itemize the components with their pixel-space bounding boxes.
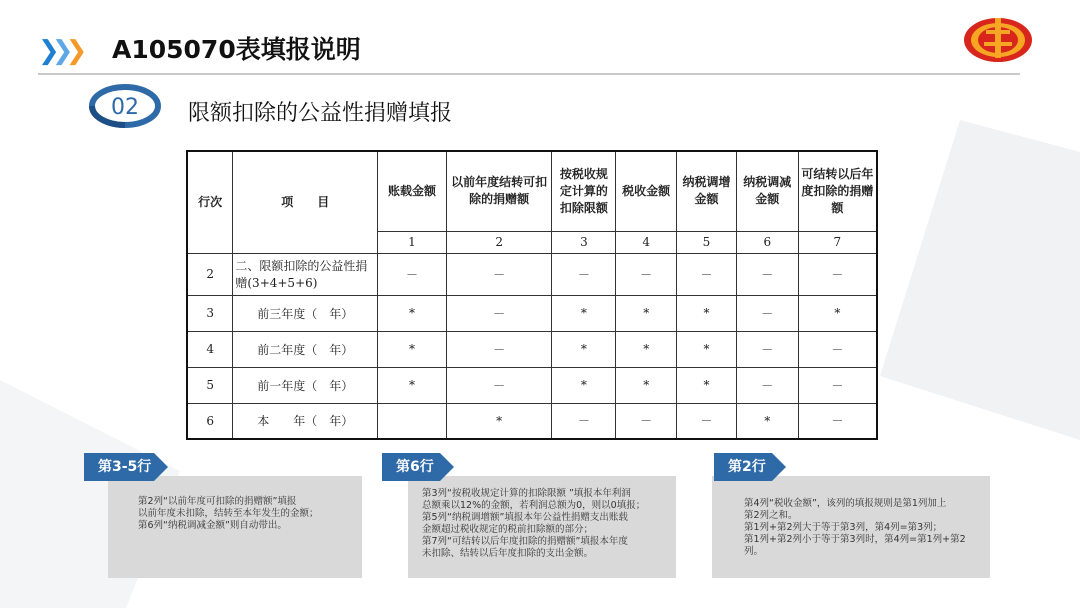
background-shape bbox=[880, 120, 1080, 440]
table-cell: － bbox=[798, 403, 877, 439]
table-cell: － bbox=[677, 403, 737, 439]
table-cell: * bbox=[552, 331, 616, 367]
col-number: 7 bbox=[798, 231, 877, 253]
note-text: 第4列“税收金额”，该列的填报规则是第1列加上 第2列之和。 第1列+第2列大于等于第3列，第4列=第3列； 第1列+第2列小于等于第3列时，第4列=第1列+第2 列。 bbox=[744, 498, 966, 557]
table-cell: － bbox=[616, 253, 677, 295]
table-cell: * bbox=[378, 367, 447, 403]
col-header: 税收金额 bbox=[616, 151, 677, 231]
row-number: 6 bbox=[187, 403, 233, 439]
col-header: 以前年度结转可扣除的捐赠额 bbox=[446, 151, 552, 231]
col-number: 3 bbox=[552, 231, 616, 253]
table-cell: － bbox=[552, 403, 616, 439]
table-cell: － bbox=[616, 403, 677, 439]
col-number: 4 bbox=[616, 231, 677, 253]
col-number: 1 bbox=[378, 231, 447, 253]
table-row bbox=[187, 253, 877, 295]
row-number: 5 bbox=[187, 367, 233, 403]
note-text: 第3列“按税收规定计算的扣除限额 ”填报本年利润 总额乘以12%的金额，若利润总额为0，则以0填报； 第5列“纳税调增额”填报本年公益性捐赠支出账载 金额超过税收规定的税前扣除额的部分； 第7列“可结转以后年度扣除的捐赠额”填报本年度 未扣除、结转以后年度扣除的支出金额。 bbox=[422, 488, 646, 559]
col-header: 按税收规定计算的扣除限额 bbox=[552, 151, 616, 231]
table-cell: － bbox=[736, 367, 798, 403]
note-tag: 第6行 bbox=[382, 453, 440, 481]
page-title: A105070表填报说明 bbox=[112, 35, 361, 64]
table-row bbox=[187, 403, 877, 439]
table-row bbox=[187, 367, 877, 403]
table-cell: * bbox=[616, 331, 677, 367]
row-number: 3 bbox=[187, 295, 233, 331]
table-cell: － bbox=[446, 253, 552, 295]
table-cell: * bbox=[616, 367, 677, 403]
note-text: 第2列“以前年度可扣除的捐赠额”填报 以前年度未扣除，结转至本年发生的金额； 第6列“纳税调减金额”则自动带出。 bbox=[138, 496, 319, 531]
table-cell: － bbox=[798, 253, 877, 295]
table-cell: － bbox=[552, 253, 616, 295]
table-cell: － bbox=[736, 331, 798, 367]
table-cell: － bbox=[378, 253, 447, 295]
col-header-item: 项 目 bbox=[233, 151, 378, 253]
row-item: 前二年度（ 年） bbox=[233, 331, 378, 367]
table-cell: * bbox=[552, 295, 616, 331]
row-item: 前一年度（ 年） bbox=[233, 367, 378, 403]
col-number: 6 bbox=[736, 231, 798, 253]
deduction-table bbox=[186, 150, 878, 440]
col-number: 5 bbox=[677, 231, 737, 253]
table-cell: * bbox=[798, 295, 877, 331]
table-row bbox=[187, 295, 877, 331]
row-number: 4 bbox=[187, 331, 233, 367]
row-number: 2 bbox=[187, 253, 233, 295]
row-item: 前三年度（ 年） bbox=[233, 295, 378, 331]
table-cell: * bbox=[552, 367, 616, 403]
row-item: 本 年（ 年） bbox=[233, 403, 378, 439]
table-cell: － bbox=[446, 295, 552, 331]
tax-emblem-logo bbox=[962, 14, 1034, 64]
table-cell: － bbox=[736, 295, 798, 331]
table-cell: * bbox=[677, 367, 737, 403]
table-row bbox=[187, 331, 877, 367]
header-divider bbox=[38, 73, 1020, 75]
section-title: 限额扣除的公益性捐赠填报 bbox=[188, 101, 453, 126]
col-number: 2 bbox=[446, 231, 552, 253]
note-tag: 第3-5行 bbox=[84, 453, 154, 481]
table-cell: * bbox=[677, 295, 737, 331]
table-cell: * bbox=[616, 295, 677, 331]
table-cell: － bbox=[736, 253, 798, 295]
table-cell: * bbox=[378, 295, 447, 331]
table-cell: * bbox=[446, 403, 552, 439]
row-item: 二、限额扣除的公益性捐赠(3+4+5+6) bbox=[233, 253, 378, 295]
svg-text:02: 02 bbox=[111, 95, 139, 120]
col-header: 可结转以后年度扣除的捐赠额 bbox=[798, 151, 877, 231]
col-header: 纳税调增金额 bbox=[677, 151, 737, 231]
table-cell: － bbox=[798, 331, 877, 367]
table-cell: * bbox=[677, 331, 737, 367]
col-header-row: 行次 bbox=[187, 151, 233, 253]
section-number-badge bbox=[88, 84, 162, 128]
table-cell: * bbox=[736, 403, 798, 439]
note-tag: 第2行 bbox=[714, 453, 772, 481]
table-cell: － bbox=[677, 253, 737, 295]
col-header: 账载金额 bbox=[378, 151, 447, 231]
col-header: 纳税调减金额 bbox=[736, 151, 798, 231]
table-cell bbox=[378, 403, 447, 439]
table-cell: － bbox=[798, 367, 877, 403]
table-cell: － bbox=[446, 367, 552, 403]
table-cell: * bbox=[378, 331, 447, 367]
chevron-icon: ❯❯❯ bbox=[38, 36, 80, 66]
table-cell: － bbox=[446, 331, 552, 367]
